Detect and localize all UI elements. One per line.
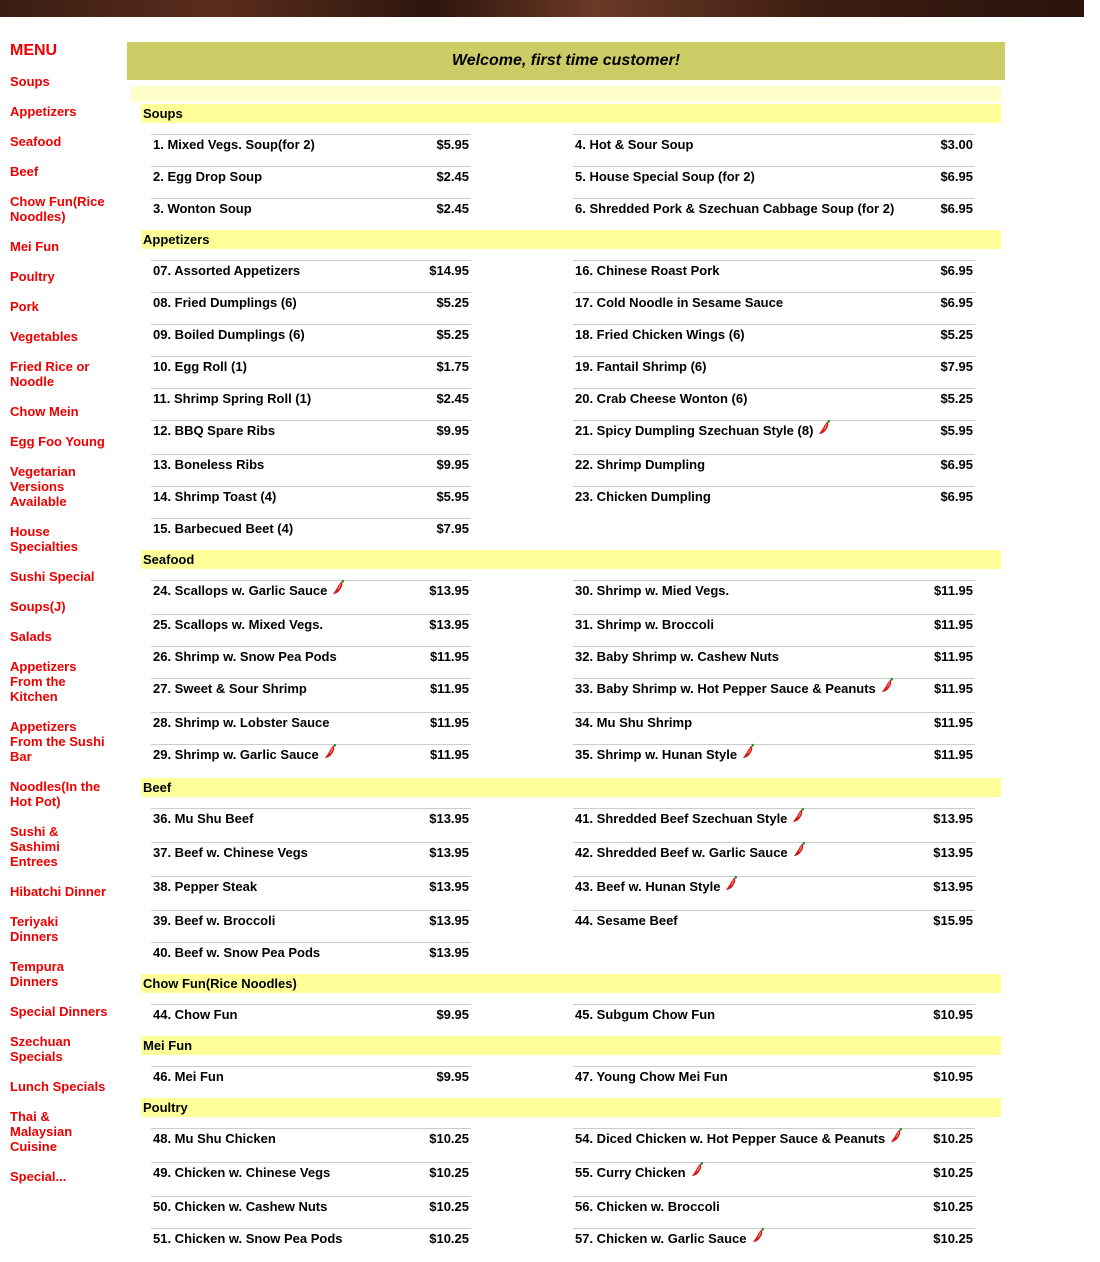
menu-item-name-wrap	[575, 489, 711, 518]
menu-item-name-wrap	[575, 649, 779, 678]
menu-column-right	[573, 134, 995, 230]
menu-item-name: 5. House Special Soup (for 2)	[575, 169, 755, 184]
menu-item-name: 44. Chow Fun	[153, 1007, 238, 1022]
menu-item-name: 54. Diced Chicken w. Hot Pepper Sauce & Peanuts	[575, 1131, 886, 1146]
chili-pepper-icon	[818, 419, 831, 435]
menu-item-price: $5.25	[436, 327, 469, 342]
menu-item[interactable]	[573, 614, 975, 646]
sidebar-item[interactable]: Poultry	[10, 269, 55, 284]
sidebar-item[interactable]: Tempura Dinners	[10, 959, 64, 989]
menu-item-name: 6. Shredded Pork & Szechuan Cabbage Soup (for 2)	[575, 201, 895, 216]
menu-item-name-wrap	[153, 521, 293, 550]
menu-item-price: $5.25	[940, 327, 973, 342]
menu-item-name-wrap	[153, 1165, 330, 1196]
sidebar-item[interactable]: Salads	[10, 629, 52, 644]
menu-item-name-wrap	[575, 263, 720, 292]
menu-item-name-wrap	[153, 1069, 224, 1098]
menu-item[interactable]	[151, 1162, 471, 1196]
menu-item-name: 56. Chicken w. Broccoli	[575, 1199, 720, 1214]
category-items	[141, 1117, 1001, 1262]
chili-pepper-icon	[881, 677, 894, 693]
menu-item-name-wrap	[575, 169, 755, 198]
menu-item[interactable]	[573, 910, 975, 942]
menu-item-name: 18. Fried Chicken Wings (6)	[575, 327, 745, 342]
menu-item[interactable]	[151, 454, 471, 486]
menu-item-name-wrap	[153, 327, 305, 356]
menu-item-name: 32. Baby Shrimp w. Cashew Nuts	[575, 649, 779, 664]
menu-item-price: $5.95	[436, 137, 469, 152]
menu-item-name-wrap	[153, 845, 308, 876]
sidebar-item[interactable]: Appetizers	[10, 104, 77, 119]
sidebar-item[interactable]: Beef	[10, 164, 39, 179]
sidebar-item[interactable]: Lunch Specials	[10, 1079, 106, 1094]
menu-item-name: 36. Mu Shu Beef	[153, 811, 254, 826]
sidebar-item[interactable]: Pork	[10, 299, 39, 314]
menu-item[interactable]	[151, 1066, 471, 1098]
menu-item-name: 35. Shrimp w. Hunan Style	[575, 747, 738, 762]
menu-item-name: 19. Fantail Shrimp (6)	[575, 359, 707, 374]
menu-item-price: $11.95	[933, 583, 973, 598]
menu-item-name: 11. Shrimp Spring Roll (1)	[153, 391, 312, 406]
menu-item-price: $11.95	[429, 747, 469, 762]
menu-item-name: 51. Chicken w. Snow Pea Pods	[153, 1231, 343, 1246]
menu-item-name-wrap	[153, 201, 252, 230]
menu-item[interactable]	[151, 518, 471, 550]
menu-item-name: 07. Assorted Appetizers	[153, 263, 301, 278]
menu-item-name: 17. Cold Noodle in Sesame Sauce	[575, 295, 784, 310]
menu-item-name-wrap	[153, 489, 276, 518]
menu-item-price: $13.95	[429, 913, 469, 928]
menu-item-name: 27. Sweet & Sour Shrimp	[153, 681, 307, 696]
menu-item[interactable]	[573, 420, 975, 454]
menu-item-price: $9.95	[436, 1007, 469, 1022]
category-items	[141, 123, 1001, 230]
menu-column-right	[573, 808, 995, 974]
menu-item-price: $2.45	[436, 391, 469, 406]
menu-item[interactable]	[573, 1228, 975, 1262]
menu-item-price: $7.95	[436, 521, 469, 536]
menu-item[interactable]	[573, 454, 975, 486]
menu-item-price: $3.00	[940, 137, 973, 152]
category-items	[141, 249, 1001, 550]
menu-item[interactable]	[151, 646, 471, 678]
menu-item[interactable]	[151, 1128, 471, 1162]
menu-item-price: $10.25	[933, 1131, 973, 1146]
menu-item-name-wrap	[153, 1199, 327, 1228]
menu-item-name-wrap	[153, 715, 330, 744]
menu-item-name-wrap	[575, 845, 806, 876]
menu-column-left	[151, 1004, 573, 1036]
menu-item[interactable]	[151, 842, 471, 876]
menu-item-name-wrap	[153, 1131, 276, 1162]
menu-item-name-wrap	[575, 879, 738, 910]
menu-item-name: 12. BBQ Spare Ribs	[153, 423, 276, 438]
menu-item-price: $9.95	[436, 423, 469, 438]
menu-item[interactable]	[573, 134, 975, 166]
menu-item-name: 44. Sesame Beef	[575, 913, 678, 928]
menu-item[interactable]	[151, 712, 471, 744]
menu-item[interactable]	[151, 324, 471, 356]
chili-pepper-icon	[752, 1227, 765, 1243]
menu-item-name-wrap	[575, 201, 894, 230]
menu-item-name-wrap	[153, 359, 247, 388]
menu-item-name-wrap	[575, 913, 678, 942]
sidebar-item[interactable]: Fried Rice or Noodle	[10, 359, 90, 389]
sidebar-item[interactable]: Soups(J)	[10, 599, 66, 614]
menu-item[interactable]	[151, 910, 471, 942]
sidebar-item[interactable]: Szechuan Specials	[10, 1034, 71, 1064]
category-items	[141, 797, 1001, 974]
menu-item[interactable]	[573, 1196, 975, 1228]
menu-item-name: 37. Beef w. Chinese Vegs	[153, 845, 308, 860]
menu-item-price: $6.95	[940, 295, 973, 310]
menu-item-price: $11.95	[429, 681, 469, 696]
menu-item-price: $15.95	[933, 913, 973, 928]
menu-item-name-wrap	[153, 811, 253, 842]
sidebar-item[interactable]: Egg Foo Young	[10, 434, 105, 449]
menu-column-left	[151, 580, 573, 778]
menu-item-name-wrap	[575, 359, 706, 388]
menu-item-name-wrap	[575, 423, 831, 454]
menu-item[interactable]	[151, 744, 471, 778]
menu-item[interactable]	[573, 580, 975, 614]
menu-item-price: $2.45	[436, 201, 469, 216]
category-header: Soups	[141, 104, 1001, 123]
sidebar-item[interactable]: Chow Mein	[10, 404, 79, 419]
menu-item-price: $10.25	[429, 1131, 469, 1146]
menu-column-right	[573, 580, 995, 778]
menu-item[interactable]	[151, 1004, 471, 1036]
menu-item[interactable]	[573, 646, 975, 678]
menu-item-name: 22. Shrimp Dumpling	[575, 457, 706, 472]
menu-item-name: 30. Shrimp w. Mied Vegs.	[575, 583, 730, 598]
menu-item-name: 49. Chicken w. Chinese Vegs	[153, 1165, 331, 1180]
menu-item[interactable]	[151, 420, 471, 454]
menu-item-name-wrap	[153, 945, 320, 974]
category-items	[141, 569, 1001, 778]
menu-item-name: 13. Boneless Ribs	[153, 457, 265, 472]
chili-pepper-icon	[324, 743, 337, 759]
menu-item-name: 39. Beef w. Broccoli	[153, 913, 276, 928]
header-banner-image	[0, 0, 1084, 17]
menu-item-name-wrap	[153, 1007, 238, 1036]
menu-item-name: 21. Spicy Dumpling Szechuan Style (8)	[575, 423, 814, 438]
menu-item[interactable]	[573, 876, 975, 910]
menu-item-name: 38. Pepper Steak	[153, 879, 258, 894]
menu-column-right	[573, 260, 995, 550]
menu-item[interactable]	[573, 388, 975, 420]
menu-item-price: $1.75	[436, 359, 469, 374]
menu-item-name: 55. Curry Chicken	[575, 1165, 686, 1180]
menu-item[interactable]	[151, 580, 471, 614]
category-items	[141, 1055, 1001, 1098]
welcome-banner: Welcome, first time customer!	[127, 42, 1005, 80]
menu-item-price: $11.95	[933, 681, 973, 696]
menu-item[interactable]	[151, 356, 471, 388]
menu-item-price: $10.25	[933, 1199, 973, 1214]
menu-item[interactable]	[573, 808, 975, 842]
sidebar-item[interactable]: Soups	[10, 74, 50, 89]
sidebar-item[interactable]: House Specialties	[10, 524, 78, 554]
menu-item-name: 20. Crab Cheese Wonton (6)	[575, 391, 748, 406]
menu-item-price: $6.95	[940, 169, 973, 184]
menu-item-name-wrap	[575, 1231, 765, 1262]
menu-item-price: $13.95	[933, 811, 973, 826]
menu-item-price: $5.25	[940, 391, 973, 406]
category-header: Mei Fun	[141, 1036, 1001, 1055]
sidebar-item[interactable]: Thai & Malaysian Cuisine	[10, 1109, 73, 1154]
menu-item-name-wrap	[575, 583, 729, 614]
menu-item-price: $5.95	[940, 423, 973, 438]
menu-column-left	[151, 1066, 573, 1098]
menu-item-price: $11.95	[429, 649, 469, 664]
menu-item-price: $6.95	[940, 263, 973, 278]
menu-item-name-wrap	[575, 137, 693, 166]
menu-item[interactable]	[573, 712, 975, 744]
menu-item[interactable]	[573, 356, 975, 388]
menu-item-name: 1. Mixed Vegs. Soup(for 2)	[153, 137, 315, 152]
menu-item[interactable]	[573, 744, 975, 778]
sidebar-item[interactable]: Special Dinners	[10, 1004, 108, 1019]
spacer-bar	[131, 86, 1001, 102]
menu-item-name: 42. Shredded Beef w. Garlic Sauce	[575, 845, 788, 860]
menu-item-price: $6.95	[940, 201, 973, 216]
menu-item-price: $6.95	[940, 489, 973, 504]
menu-item-name: 2. Egg Drop Soup	[153, 169, 263, 184]
menu-item-price: $11.95	[933, 617, 973, 632]
sidebar-item[interactable]: Sushi & Sashimi Entrees	[10, 824, 60, 869]
sidebar-item[interactable]: Seafood	[10, 134, 62, 149]
menu-item-name-wrap	[153, 423, 275, 454]
menu-item[interactable]	[573, 166, 975, 198]
menu-item-name-wrap	[153, 681, 307, 712]
menu-item-name: 41. Shredded Beef Szechuan Style	[575, 811, 788, 826]
sidebar-item[interactable]: Hibatchi Dinner	[10, 884, 107, 899]
menu-item[interactable]	[151, 1196, 471, 1228]
menu-item[interactable]	[151, 486, 471, 518]
menu-item-name-wrap	[153, 457, 264, 486]
sidebar-item[interactable]: Vegetables	[10, 329, 78, 344]
menu-item-name-wrap	[153, 169, 262, 198]
menu-item-name: 50. Chicken w. Cashew Nuts	[153, 1199, 328, 1214]
sidebar-item[interactable]: Noodles(In the Hot Pot)	[10, 779, 101, 809]
menu-item-price: $2.45	[436, 169, 469, 184]
menu-item[interactable]	[151, 198, 471, 230]
menu-item-name-wrap	[575, 617, 714, 646]
sidebar-item[interactable]: Teriyaki Dinners	[10, 914, 59, 944]
menu-column-right	[573, 1066, 995, 1098]
menu-item-price: $10.25	[933, 1231, 973, 1246]
menu-item-price: $14.95	[429, 263, 469, 278]
menu-item[interactable]	[573, 198, 975, 230]
menu-column-right	[573, 1004, 995, 1036]
menu-column-right	[573, 1128, 995, 1262]
menu-item[interactable]	[573, 1128, 975, 1162]
menu-item[interactable]	[151, 134, 471, 166]
menu-column-left	[151, 134, 573, 230]
menu-item[interactable]	[151, 876, 471, 910]
menu-item-name-wrap	[575, 715, 692, 744]
menu-item-price: $9.95	[436, 457, 469, 472]
menu-item-name: 26. Shrimp w. Snow Pea Pods	[153, 649, 337, 664]
menu-item[interactable]	[151, 942, 471, 974]
chili-pepper-icon	[890, 1127, 903, 1143]
sidebar-item[interactable]: Appetizers From the Kitchen	[10, 659, 77, 704]
menu-item-name: 40. Beef w. Snow Pea Pods	[153, 945, 321, 960]
chili-pepper-icon	[691, 1161, 704, 1177]
menu-item[interactable]	[573, 292, 975, 324]
menu-item[interactable]	[573, 842, 975, 876]
sidebar-item[interactable]: Special...	[10, 1169, 67, 1184]
menu-item-name-wrap	[575, 295, 783, 324]
menu-item-name-wrap	[575, 327, 745, 356]
menu-item-price: $9.95	[436, 1069, 469, 1084]
menu-item-name: 09. Boiled Dumplings (6)	[153, 327, 305, 342]
menu-item-price: $13.95	[933, 879, 973, 894]
menu-item-name: 23. Chicken Dumpling	[575, 489, 711, 504]
menu-item-name-wrap	[153, 617, 323, 646]
menu-item-price: $11.95	[429, 715, 469, 730]
menu-item-name-wrap	[575, 811, 805, 842]
menu-item-price: $7.95	[940, 359, 973, 374]
menu-item-name-wrap	[153, 747, 337, 778]
menu-column-left	[151, 260, 573, 550]
menu-item[interactable]	[151, 678, 471, 712]
menu-item-name: 08. Fried Dumplings (6)	[153, 295, 297, 310]
menu-item[interactable]	[151, 388, 471, 420]
menu-item-price: $13.95	[429, 617, 469, 632]
menu-item[interactable]	[573, 1004, 975, 1036]
menu-item-name-wrap	[153, 1231, 343, 1260]
menu-item-name: 4. Hot & Sour Soup	[575, 137, 694, 152]
menu-item-name-wrap	[153, 137, 315, 166]
menu-item-name: 43. Beef w. Hunan Style	[575, 879, 721, 894]
menu-item-name: 14. Shrimp Toast (4)	[153, 489, 277, 504]
menu-item[interactable]	[573, 486, 975, 518]
menu-item-name: 10. Egg Roll (1)	[153, 359, 247, 374]
sidebar-item[interactable]: Chow Fun(Rice Noodles)	[10, 194, 105, 224]
menu-item-price: $11.95	[933, 649, 973, 664]
menu-item-name-wrap	[153, 263, 300, 292]
menu-item-name: 3. Wonton Soup	[153, 201, 252, 216]
menu-item-price: $11.95	[933, 715, 973, 730]
menu-item-name: 25. Scallops w. Mixed Vegs.	[153, 617, 324, 632]
menu-item-price: $10.25	[429, 1165, 469, 1180]
sidebar-menu	[10, 42, 110, 1199]
menu-item-name-wrap	[153, 583, 345, 614]
menu-item-price: $6.95	[940, 457, 973, 472]
menu-title: MENU	[10, 42, 58, 59]
menu-item-name: 48. Mu Shu Chicken	[153, 1131, 276, 1146]
category-header: Seafood	[141, 550, 1001, 569]
menu-item-name: 47. Young Chow Mei Fun	[575, 1069, 728, 1084]
menu-item-name-wrap	[575, 457, 705, 486]
menu-item-price: $11.95	[933, 747, 973, 762]
menu-item-price: $10.25	[429, 1199, 469, 1214]
category-items	[141, 993, 1001, 1036]
menu-item-price: $13.95	[429, 879, 469, 894]
menu-item-name-wrap	[575, 1199, 720, 1228]
menu-item-name-wrap	[153, 913, 275, 942]
menu-item-price: $13.95	[429, 945, 469, 960]
menu-item[interactable]	[151, 1228, 471, 1260]
menu-content	[141, 104, 1001, 1262]
menu-item-name: 34. Mu Shu Shrimp	[575, 715, 693, 730]
menu-item[interactable]	[573, 1066, 975, 1098]
menu-item-name-wrap	[575, 1007, 715, 1036]
chili-pepper-icon	[725, 875, 738, 891]
menu-item-name: 57. Chicken w. Garlic Sauce	[575, 1231, 747, 1246]
category-header: Chow Fun(Rice Noodles)	[141, 974, 1001, 993]
sidebar-item[interactable]: Vegetarian Versions Available	[10, 464, 76, 509]
menu-item-price: $5.25	[436, 295, 469, 310]
menu-item-name-wrap	[575, 391, 747, 420]
category-header: Beef	[141, 778, 1001, 797]
chili-pepper-icon	[742, 743, 755, 759]
menu-item-price: $13.95	[429, 811, 469, 826]
menu-item[interactable]	[151, 292, 471, 324]
menu-item-price: $13.95	[429, 583, 469, 598]
menu-item[interactable]	[573, 1162, 975, 1196]
category-header: Poultry	[141, 1098, 1001, 1117]
menu-item[interactable]	[573, 260, 975, 292]
menu-item-name-wrap	[153, 391, 311, 420]
menu-item-name-wrap	[575, 681, 894, 712]
menu-item-name: 28. Shrimp w. Lobster Sauce	[153, 715, 330, 730]
menu-item-price: $5.95	[436, 489, 469, 504]
chili-pepper-icon	[793, 841, 806, 857]
menu-item-price: $13.95	[429, 845, 469, 860]
menu-item-name: 29. Shrimp w. Garlic Sauce	[153, 747, 319, 762]
menu-item-price: $13.95	[933, 845, 973, 860]
menu-item-price: $10.25	[933, 1165, 973, 1180]
menu-item-name: 33. Baby Shrimp w. Hot Pepper Sauce & Peanuts	[575, 681, 876, 696]
menu-item-name: 46. Mei Fun	[153, 1069, 224, 1084]
sidebar-item[interactable]: Mei Fun	[10, 239, 60, 254]
menu-item-name: 16. Chinese Roast Pork	[575, 263, 720, 278]
menu-item-name-wrap	[575, 747, 755, 778]
menu-column-left	[151, 1128, 573, 1262]
menu-item[interactable]	[151, 166, 471, 198]
menu-item-name: 24. Scallops w. Garlic Sauce	[153, 583, 328, 598]
menu-item-name: 45. Subgum Chow Fun	[575, 1007, 716, 1022]
menu-item-name: 31. Shrimp w. Broccoli	[575, 617, 714, 632]
chili-pepper-icon	[332, 579, 345, 595]
menu-item[interactable]	[151, 260, 471, 292]
sidebar-item[interactable]: Appetizers From the Sushi Bar	[10, 719, 105, 764]
menu-column-left	[151, 808, 573, 974]
menu-item-name-wrap	[575, 1069, 728, 1098]
sidebar-item[interactable]: Sushi Special	[10, 569, 95, 584]
menu-item-name-wrap	[575, 1165, 704, 1196]
menu-item-name-wrap	[153, 879, 257, 910]
menu-item-price: $10.95	[933, 1069, 973, 1084]
menu-item-name: 15. Barbecued Beet (4)	[153, 521, 294, 536]
menu-item[interactable]	[151, 808, 471, 842]
menu-item-price: $10.25	[429, 1231, 469, 1246]
menu-item[interactable]	[573, 678, 975, 712]
chili-pepper-icon	[792, 807, 805, 823]
menu-item-name-wrap	[575, 1131, 903, 1162]
menu-item-name-wrap	[153, 649, 337, 678]
category-header: Appetizers	[141, 230, 1001, 249]
menu-item[interactable]	[151, 614, 471, 646]
menu-item-price: $10.95	[933, 1007, 973, 1022]
menu-item-name-wrap	[153, 295, 297, 324]
menu-item[interactable]	[573, 324, 975, 356]
